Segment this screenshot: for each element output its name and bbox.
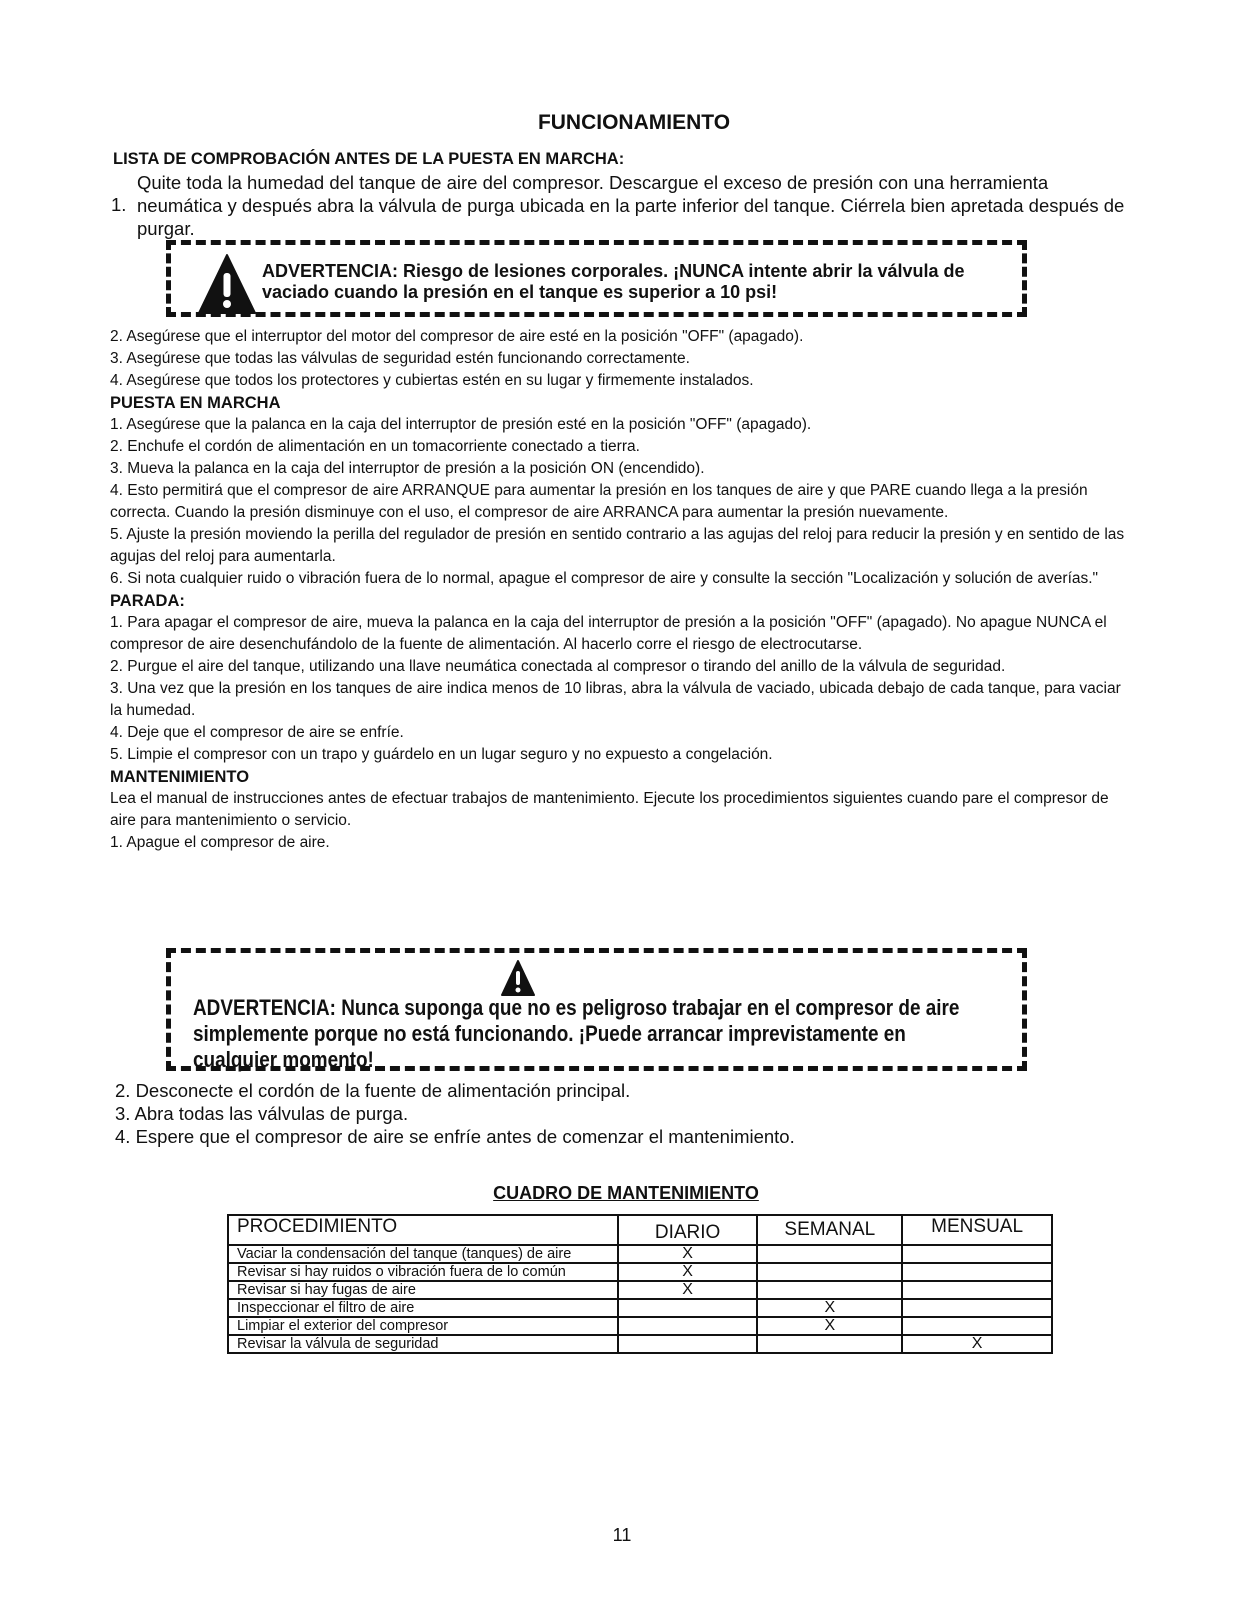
table-cell bbox=[902, 1263, 1052, 1281]
table-cell bbox=[618, 1299, 758, 1317]
table-cell: X bbox=[902, 1335, 1052, 1353]
table-cell: Revisar la válvula de seguridad bbox=[228, 1335, 618, 1353]
warning-triangle-icon bbox=[500, 959, 536, 997]
table-row bbox=[228, 1335, 1052, 1353]
table-header-row bbox=[228, 1215, 1052, 1245]
table-cell bbox=[757, 1263, 902, 1281]
column-header: MENSUAL bbox=[902, 1215, 1052, 1245]
list-item: 4. Esto permitirá que el compresor de aire ARRANQUE para aumentar la presión en los tanques de aire y que PARE cuando llega a la presión correcta. Cuando la presión disminuye con el uso, el compresor de aire ARRANCA para aumentar la presión nuevamente. bbox=[110, 482, 1088, 521]
startup-heading: PUESTA EN MARCHA bbox=[110, 394, 281, 412]
maintenance-chart-title: CUADRO DE MANTENIMIENTO bbox=[493, 1183, 759, 1203]
list-item: 6. Si nota cualquier ruido o vibración fuera de lo normal, apague el compresor de aire y consulte la sección "Localización y solución de averías." bbox=[110, 570, 1099, 587]
table-cell: X bbox=[618, 1281, 758, 1299]
table-cell bbox=[757, 1281, 902, 1299]
warning-text-maintenance: ADVERTENCIA: Nunca suponga que no es peligroso trabajar en el compresor de aire simplemente porque no está funcionando. ¡Puede arrancar imprevistamente en cualquier momento! bbox=[193, 995, 960, 1072]
table-cell bbox=[902, 1299, 1052, 1317]
table-cell: Limpiar el exterior del compresor bbox=[228, 1317, 618, 1335]
table-cell bbox=[618, 1335, 758, 1353]
warning-box-pressure bbox=[166, 240, 1027, 317]
warning-text-pressure: ADVERTENCIA: Riesgo de lesiones corporales. ¡NUNCA intente abrir la válvula de vaciado cuando la presión en el tanque es superior a 10 psi! bbox=[262, 261, 965, 302]
table-row bbox=[228, 1245, 1052, 1263]
checklist-item-1: Quite toda la humedad del tanque de aire del compresor. Descargue el exceso de presión con una herramienta neumática y después abra la válvula de purga ubicada en la parte inferior del tanque. Ciérrela bien apretada después de purgar. bbox=[137, 172, 1125, 239]
column-header: PROCEDIMIENTO bbox=[228, 1215, 618, 1245]
list-item: 3. Asegúrese que todas las válvulas de seguridad estén funcionando correctamente. bbox=[110, 350, 690, 367]
table-cell bbox=[618, 1317, 758, 1335]
table-cell: X bbox=[618, 1263, 758, 1281]
list-item: 4. Asegúrese que todos los protectores y cubiertas estén en su lugar y firmemente instalados. bbox=[110, 372, 754, 389]
list-item: 4. Deje que el compresor de aire se enfríe. bbox=[110, 724, 404, 741]
maintenance-table bbox=[227, 1214, 1053, 1354]
table-cell: Revisar si hay ruidos o vibración fuera de lo común bbox=[228, 1263, 618, 1281]
maintenance-intro: Lea el manual de instrucciones antes de efectuar trabajos de mantenimiento. Ejecute los procedimientos siguientes cuando pare el compresor de aire para mantenimiento o servicio. bbox=[110, 790, 1109, 829]
list-item: 1. Asegúrese que la palanca en la caja del interruptor de presión esté en la posición "OFF" (apagado). bbox=[110, 416, 812, 433]
checklist-item-1-number: 1. bbox=[111, 194, 127, 215]
list-item: 5. Ajuste la presión moviendo la perilla del regulador de presión en sentido contrario a las agujas del reloj para reducir la presión y en sentido de las agujas del reloj para aumentarla. bbox=[110, 526, 1125, 565]
column-header: SEMANAL bbox=[757, 1215, 902, 1245]
table-row bbox=[228, 1299, 1052, 1317]
page-title: FUNCIONAMIENTO bbox=[537, 111, 731, 134]
list-item: 1. Apague el compresor de aire. bbox=[110, 834, 330, 851]
table-row bbox=[228, 1263, 1052, 1281]
list-item: 3. Una vez que la presión en los tanques de aire indica menos de 10 libras, abra la válvula de vaciado, ubicada debajo de cada tanque, para vaciar la humedad. bbox=[110, 680, 1121, 719]
table-cell: Vaciar la condensación del tanque (tanques) de aire bbox=[228, 1245, 618, 1263]
table-cell: X bbox=[757, 1299, 902, 1317]
table-row bbox=[228, 1281, 1052, 1299]
page-number: 11 bbox=[612, 1525, 632, 1545]
maintenance-heading: MANTENIMIENTO bbox=[110, 768, 250, 786]
shutdown-heading: PARADA: bbox=[110, 592, 185, 610]
table-cell bbox=[902, 1317, 1052, 1335]
table-cell bbox=[902, 1281, 1052, 1299]
warning-box-maintenance bbox=[166, 948, 1027, 1071]
checklist-heading: LISTA DE COMPROBACIÓN ANTES DE LA PUESTA EN MARCHA: bbox=[113, 150, 625, 168]
list-item: 5. Limpie el compresor con un trapo y guárdelo en un lugar seguro y no expuesto a congelación. bbox=[110, 746, 773, 763]
table-cell bbox=[757, 1335, 902, 1353]
column-header: DIARIO bbox=[618, 1215, 758, 1245]
warning-triangle-icon bbox=[197, 253, 257, 315]
table-cell: Revisar si hay fugas de aire bbox=[228, 1281, 618, 1299]
table-cell: Inspeccionar el filtro de aire bbox=[228, 1299, 618, 1317]
list-item: 2. Desconecte el cordón de la fuente de alimentación principal. bbox=[115, 1080, 631, 1101]
maintenance-steps bbox=[115, 1079, 1115, 1148]
list-item: 3. Abra todas las válvulas de purga. bbox=[115, 1103, 409, 1124]
list-item: 2. Purgue el aire del tanque, utilizando una llave neumática conectada al compresor o tirando del anillo de la válvula de seguridad. bbox=[110, 658, 1006, 675]
table-cell bbox=[757, 1245, 902, 1263]
table-cell: X bbox=[757, 1317, 902, 1335]
list-item: 2. Asegúrese que el interruptor del motor del compresor de aire esté en la posición "OFF" (apagado). bbox=[110, 328, 804, 345]
checklist-items bbox=[110, 326, 1130, 854]
list-item: 4. Espere que el compresor de aire se enfríe antes de comenzar el mantenimiento. bbox=[115, 1126, 795, 1147]
list-item: 3. Mueva la palanca en la caja del interruptor de presión a la posición ON (encendido). bbox=[110, 460, 705, 477]
list-item: 1. Para apagar el compresor de aire, mueva la palanca en la caja del interruptor de presión a la posición "OFF" (apagado). No apague NUNCA el compresor de aire desenchufándolo de la fuente de alimentación. Al hacerlo corre el riesgo de electrocutarse. bbox=[110, 614, 1107, 653]
list-item: 2. Enchufe el cordón de alimentación en un tomacorriente conectado a tierra. bbox=[110, 438, 640, 455]
table-row bbox=[228, 1317, 1052, 1335]
table-cell: X bbox=[618, 1245, 758, 1263]
table-cell bbox=[902, 1245, 1052, 1263]
